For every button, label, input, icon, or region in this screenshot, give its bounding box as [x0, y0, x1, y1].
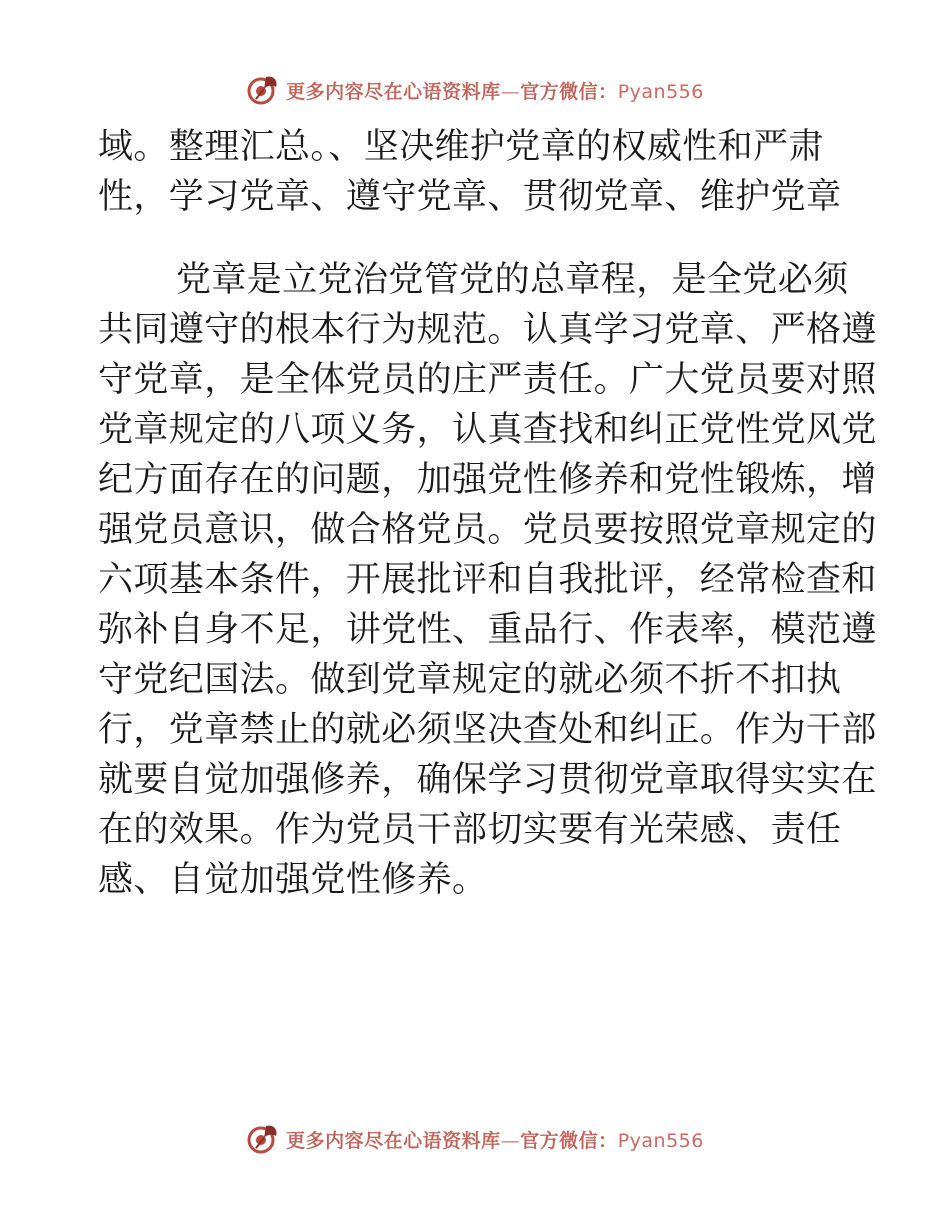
- text-line: 行，党章禁止的就必须坚决查处和纠正。作为干部: [98, 710, 877, 750]
- text-line: 守党纪国法。做到党章规定的就必须不折不扣执: [98, 660, 842, 700]
- watermark-text: [286, 77, 704, 104]
- text-line: 感、自觉加强党性修养。: [98, 860, 488, 900]
- watermark-wechat-label: 官方微信：: [520, 1129, 618, 1152]
- text-line: 就要自觉加强修养，确保学习贯彻党章取得实实在: [98, 760, 877, 800]
- watermark-separator: —: [500, 1129, 521, 1152]
- text-line: 共同遵守的根本行为规范。认真学习党章、严格遵: [98, 310, 877, 350]
- text-line: 六项基本条件，开展批评和自我批评，经常检查和: [98, 560, 877, 600]
- text-line: 在的效果。作为党员干部切实要有光荣感、责任: [98, 810, 842, 850]
- text-line: 弥补自身不足，讲党性、重品行、作表率，模范遵: [98, 610, 877, 650]
- watermark-text: [286, 1126, 704, 1153]
- watermark-brand: 更多内容尽在心语资料库: [286, 1129, 501, 1152]
- watermark-wechat-label: 官方微信：: [520, 80, 618, 103]
- text-line: 域。整理汇总。、坚决维护党章的权威性和严肃: [98, 127, 824, 167]
- document-body: [98, 122, 877, 905]
- watermark-wechat-id: Pyan556: [617, 80, 704, 103]
- text-line: 纪方面存在的问题，加强党性修养和党性锻炼，增: [98, 460, 877, 500]
- watermark-separator: —: [500, 80, 521, 103]
- footer-watermark: [0, 1119, 950, 1159]
- text-line: 党章规定的八项义务，认真查找和纠正党性党风党: [98, 410, 877, 450]
- header-watermark: [0, 70, 950, 110]
- watermark-brand: 更多内容尽在心语资料库: [286, 80, 501, 103]
- text-line: 守党章，是全体党员的庄严责任。广大党员要对照: [98, 360, 877, 400]
- feather-pen-circle-icon: [246, 1122, 280, 1156]
- text-line: 性，学习党章、遵守党章、贯彻党章、维护党章: [98, 177, 842, 217]
- feather-pen-circle-icon: [246, 73, 280, 107]
- paragraph-first-line: 党章是立党治党管党的总章程，是全党必须: [176, 260, 849, 300]
- text-line: 强党员意识，做合格党员。党员要按照党章规定的: [98, 510, 877, 550]
- watermark-wechat-id: Pyan556: [617, 1129, 704, 1152]
